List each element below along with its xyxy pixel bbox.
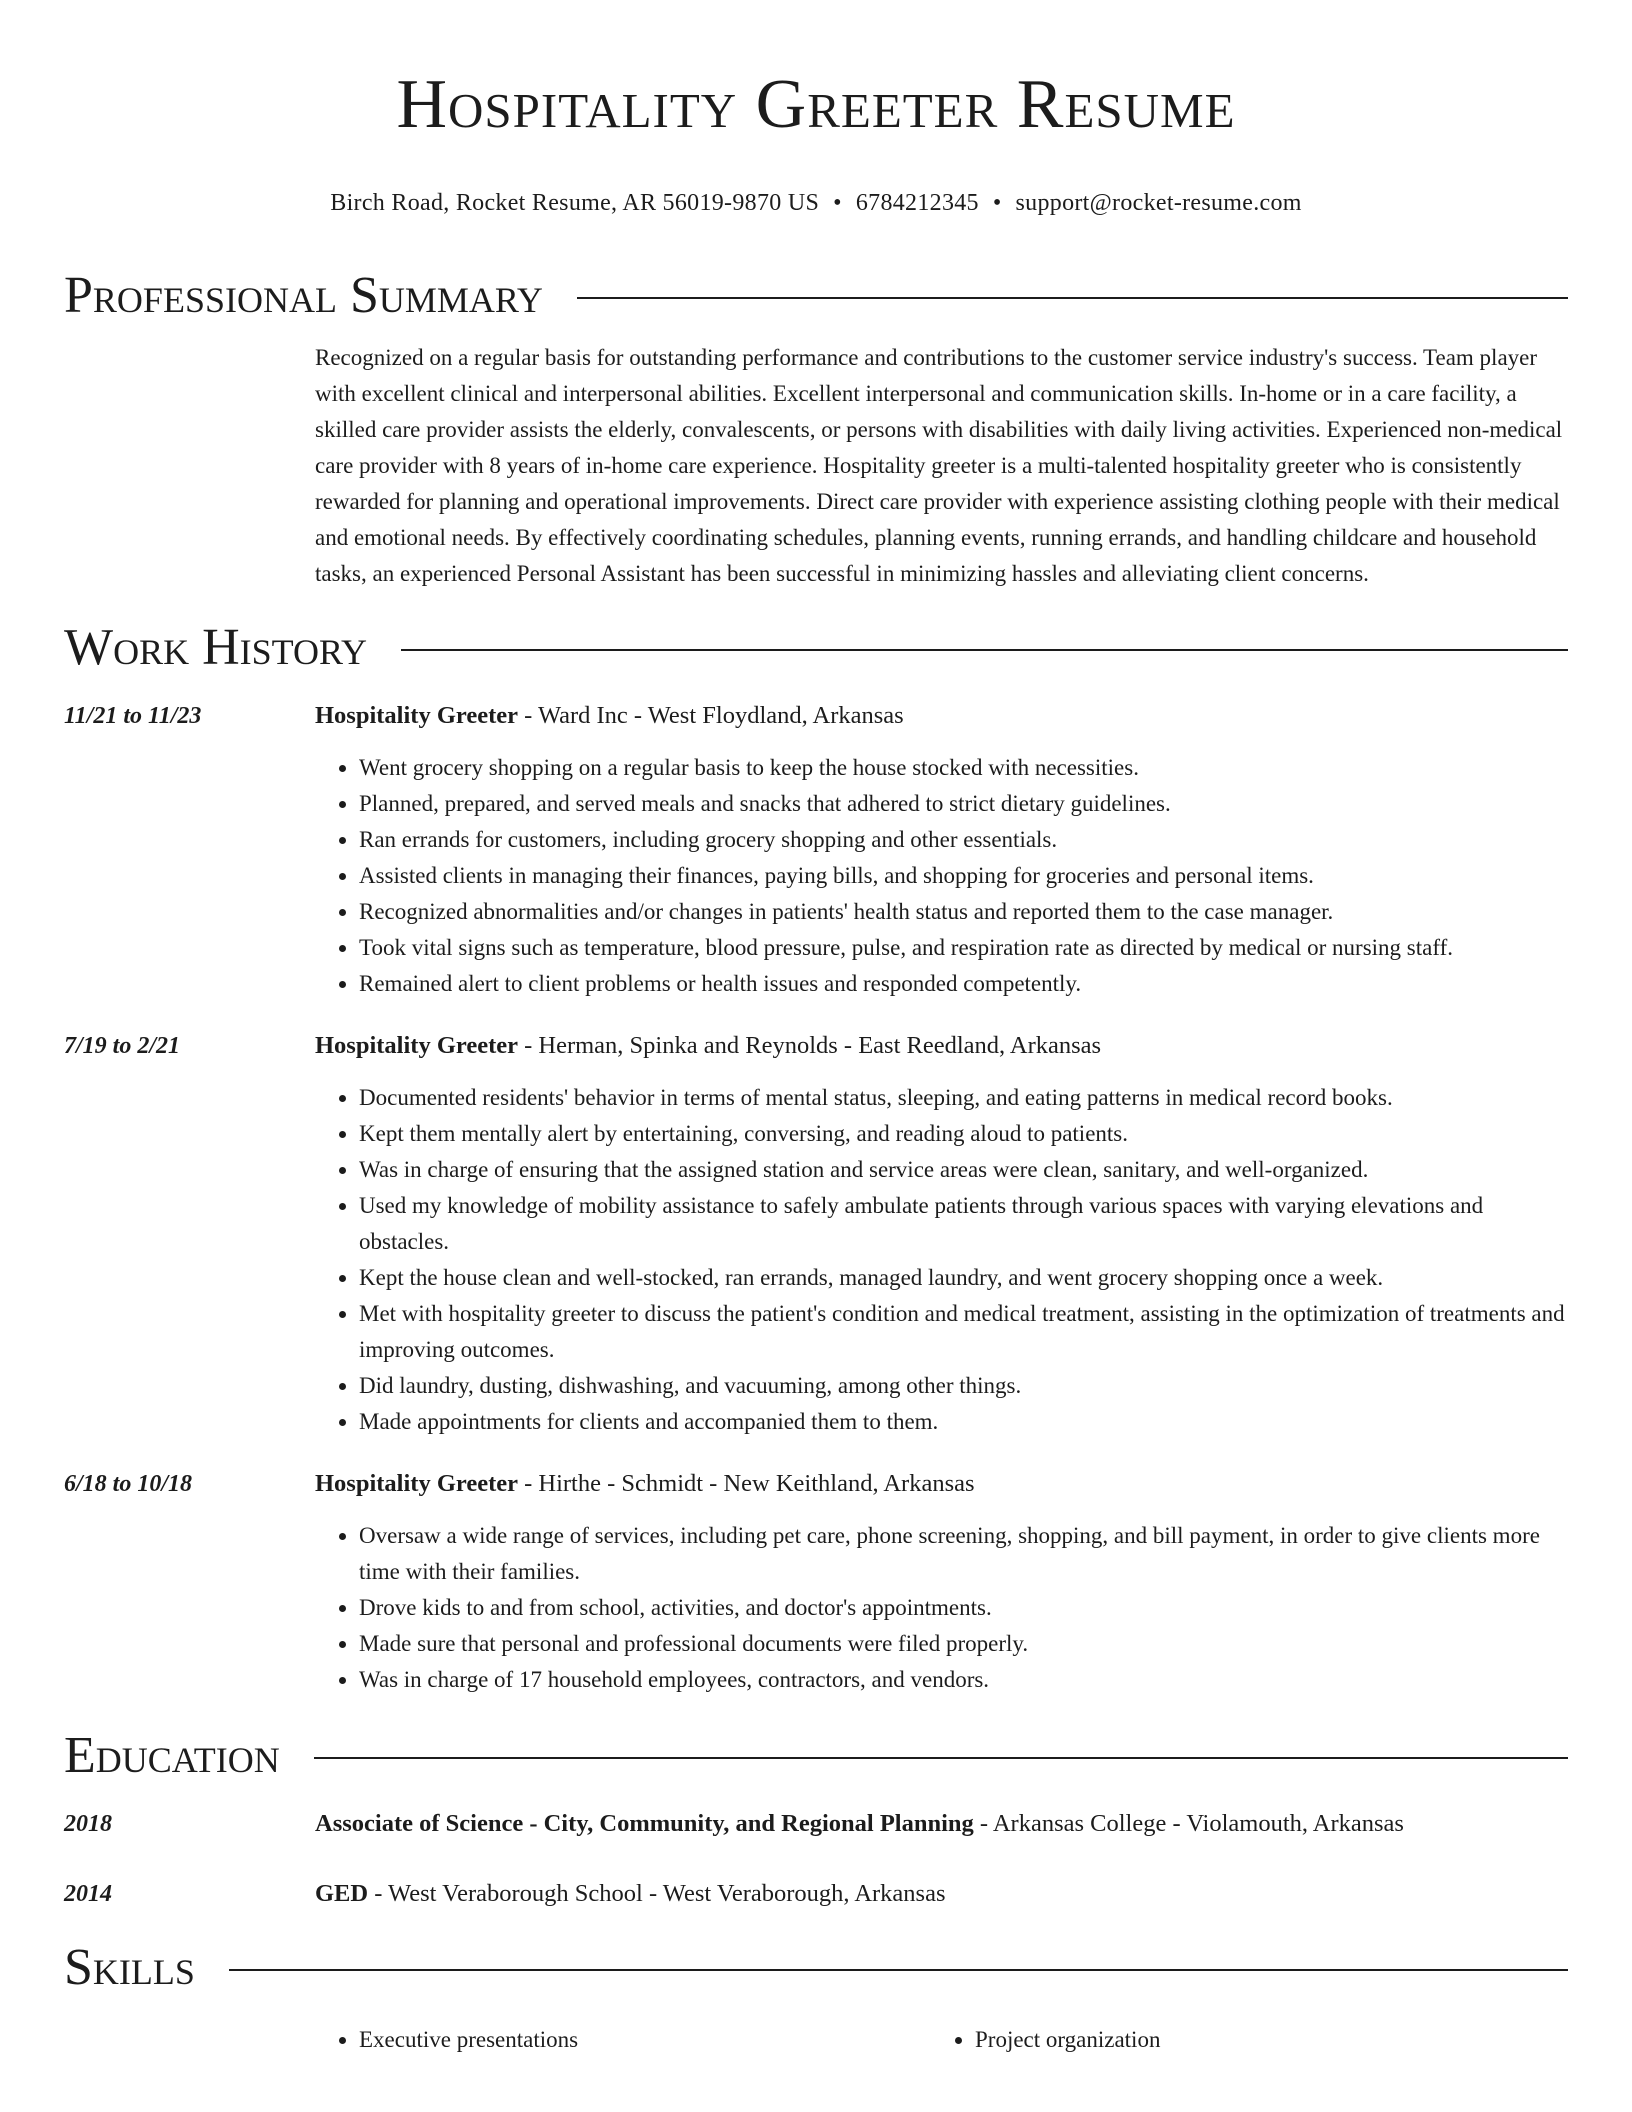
education-list <box>64 1806 1568 1912</box>
job-bullet: • Made sure that personal and professional documents were filed properly. <box>359 1626 1568 1662</box>
job-entry <box>64 1028 1568 1440</box>
job-body <box>315 1466 1568 1698</box>
job-entry <box>64 698 1568 1002</box>
education-school-location: - West Veraborough School - West Veraborough, Arkansas <box>368 1880 946 1907</box>
section-divider <box>577 297 1568 299</box>
contact-separator: • <box>992 190 1002 216</box>
job-body <box>315 698 1568 1002</box>
summary-left-gutter <box>64 340 315 592</box>
job-heading <box>315 698 1568 734</box>
skill-item: • Project organization <box>975 2022 1547 2058</box>
education-body <box>315 1806 1568 1842</box>
resume-page <box>64 0 1568 2058</box>
job-bullet-list <box>315 1080 1568 1440</box>
contact-email: support@rocket-resume.com <box>1015 190 1302 216</box>
summary-text: Recognized on a regular basis for outstanding performance and contributions to the customer service industry's success. Team player with excellent clinical and interpersonal abilities. Excellent interpersonal and communication skills. In-home or in a care facility, a skilled care provider assists the elderly, convalescents, or persons with disabilities with daily living activities. Experienced non-medical care provider with 8 years of in-home care experience. Hospitality greeter is a multi-talented hospitality greeter who is consistently rewarded for planning and operational improvements. Direct care provider with experience assisting clothing people with their medical and emotional needs. By effectively coordinating schedules, planning events, running errands, and handling childcare and household tasks, an experienced Personal Assistant has been successful in minimizing hassles and alleviating client concerns. <box>315 345 1563 586</box>
education-degree: Associate of Science - City, Community, and Regional Planning <box>315 1810 974 1837</box>
job-heading <box>315 1028 1568 1064</box>
education-section-header <box>64 1726 1568 1786</box>
work-section-header <box>64 618 1568 678</box>
job-bullet: • Was in charge of ensuring that the assigned station and service areas were clean, sanitary, and well-organized. <box>359 1152 1568 1188</box>
contact-line <box>64 188 1568 218</box>
section-title-summary: Professional Summary <box>64 267 543 324</box>
job-bullet: • Kept them mentally alert by entertaining, conversing, and reading aloud to patients. <box>359 1116 1568 1152</box>
job-body <box>315 1028 1568 1440</box>
job-role: Hospitality Greeter <box>315 1470 518 1497</box>
skill-item: • Executive presentations <box>359 2022 931 2058</box>
job-dates: 6/18 to 10/18 <box>64 1471 193 1497</box>
section-divider <box>401 649 1568 651</box>
job-bullet: • Kept the house clean and well-stocked, ran errands, managed laundry, and went grocery shopping once a week. <box>359 1260 1568 1296</box>
education-school-location: - Arkansas College - Violamouth, Arkansas <box>973 1810 1404 1837</box>
job-employer-location: - Ward Inc - West Floydland, Arkansas <box>517 702 904 729</box>
job-bullet: • Recognized abnormalities and/or changes in patients' health status and reported them to the case manager. <box>359 894 1568 930</box>
job-bullet: • Went grocery shopping on a regular basis to keep the house stocked with necessities. <box>359 750 1568 786</box>
contact-separator: • <box>833 190 842 216</box>
education-entry <box>64 1876 1568 1912</box>
job-employer-location: - Herman, Spinka and Reynolds - East Reedland, Arkansas <box>517 1032 1102 1059</box>
section-title-work: Work History <box>64 619 368 676</box>
job-bullet-list <box>315 750 1568 1002</box>
job-bullet: • Drove kids to and from school, activities, and doctor's appointments. <box>359 1590 1568 1626</box>
job-bullet: • Was in charge of 17 household employees, contractors, and vendors. <box>359 1662 1568 1698</box>
job-bullet: • Documented residents' behavior in terms of mental status, sleeping, and eating patterns in medical record books. <box>359 1080 1568 1116</box>
job-bullet: • Took vital signs such as temperature, blood pressure, pulse, and respiration rate as directed by medical or nursing staff. <box>359 930 1568 966</box>
job-bullet: • Assisted clients in managing their finances, paying bills, and shopping for groceries and personal items. <box>359 858 1568 894</box>
job-heading <box>315 1466 1568 1502</box>
education-year: 2014 <box>64 1881 112 1907</box>
job-bullet: • Remained alert to client problems or health issues and responded competently. <box>359 966 1568 1002</box>
skills-left-gutter <box>64 1998 315 2058</box>
job-employer-location: - Hirthe - Schmidt - New Keithland, Arkansas <box>517 1470 975 1497</box>
job-dates: 11/21 to 11/23 <box>64 703 202 729</box>
education-degree: GED <box>315 1880 369 1907</box>
job-bullet: • Ran errands for customers, including grocery shopping and other essentials. <box>359 822 1568 858</box>
work-history-list <box>64 698 1568 1698</box>
job-dates: 7/19 to 2/21 <box>64 1033 181 1059</box>
skills-row <box>64 1998 1568 2058</box>
resume-title: Hospitality Greeter Resume <box>396 66 1236 143</box>
section-divider <box>314 1757 1568 1759</box>
job-bullet: • Met with hospitality greeter to discuss the patient's condition and medical treatment, assisting in the optimization of treatments and improving outcomes. <box>359 1296 1568 1368</box>
skills-section-header <box>64 1938 1568 1998</box>
summary-section-header <box>64 266 1568 326</box>
education-year: 2018 <box>64 1811 112 1837</box>
education-entry <box>64 1806 1568 1842</box>
job-bullet: • Did laundry, dusting, dishwashing, and vacuuming, among other things. <box>359 1368 1568 1404</box>
summary-row <box>64 340 1568 592</box>
job-bullet-list <box>315 1518 1568 1698</box>
job-bullet: • Oversaw a wide range of services, including pet care, phone screening, shopping, and bill payment, in order to give clients more time with their families. <box>359 1518 1568 1590</box>
skills-columns <box>315 2022 1568 2058</box>
section-title-skills: Skills <box>64 1939 195 1996</box>
job-role: Hospitality Greeter <box>315 1032 518 1059</box>
skills-column-2 <box>931 2022 1547 2058</box>
education-body <box>315 1876 1568 1912</box>
job-bullet: • Made appointments for clients and accompanied them to them. <box>359 1404 1568 1440</box>
section-divider <box>229 1969 1568 1971</box>
contact-address: Birch Road, Rocket Resume, AR 56019-9870 US <box>330 190 820 216</box>
skills-column-1 <box>315 2022 931 2058</box>
contact-phone: 6784212345 <box>855 190 979 216</box>
job-role: Hospitality Greeter <box>315 702 518 729</box>
job-entry <box>64 1466 1568 1698</box>
section-title-education: Education <box>64 1727 280 1784</box>
job-bullet: • Planned, prepared, and served meals and snacks that adhered to strict dietary guidelines. <box>359 786 1568 822</box>
job-bullet: • Used my knowledge of mobility assistance to safely ambulate patients through various spaces with varying elevations and obstacles. <box>359 1188 1568 1260</box>
